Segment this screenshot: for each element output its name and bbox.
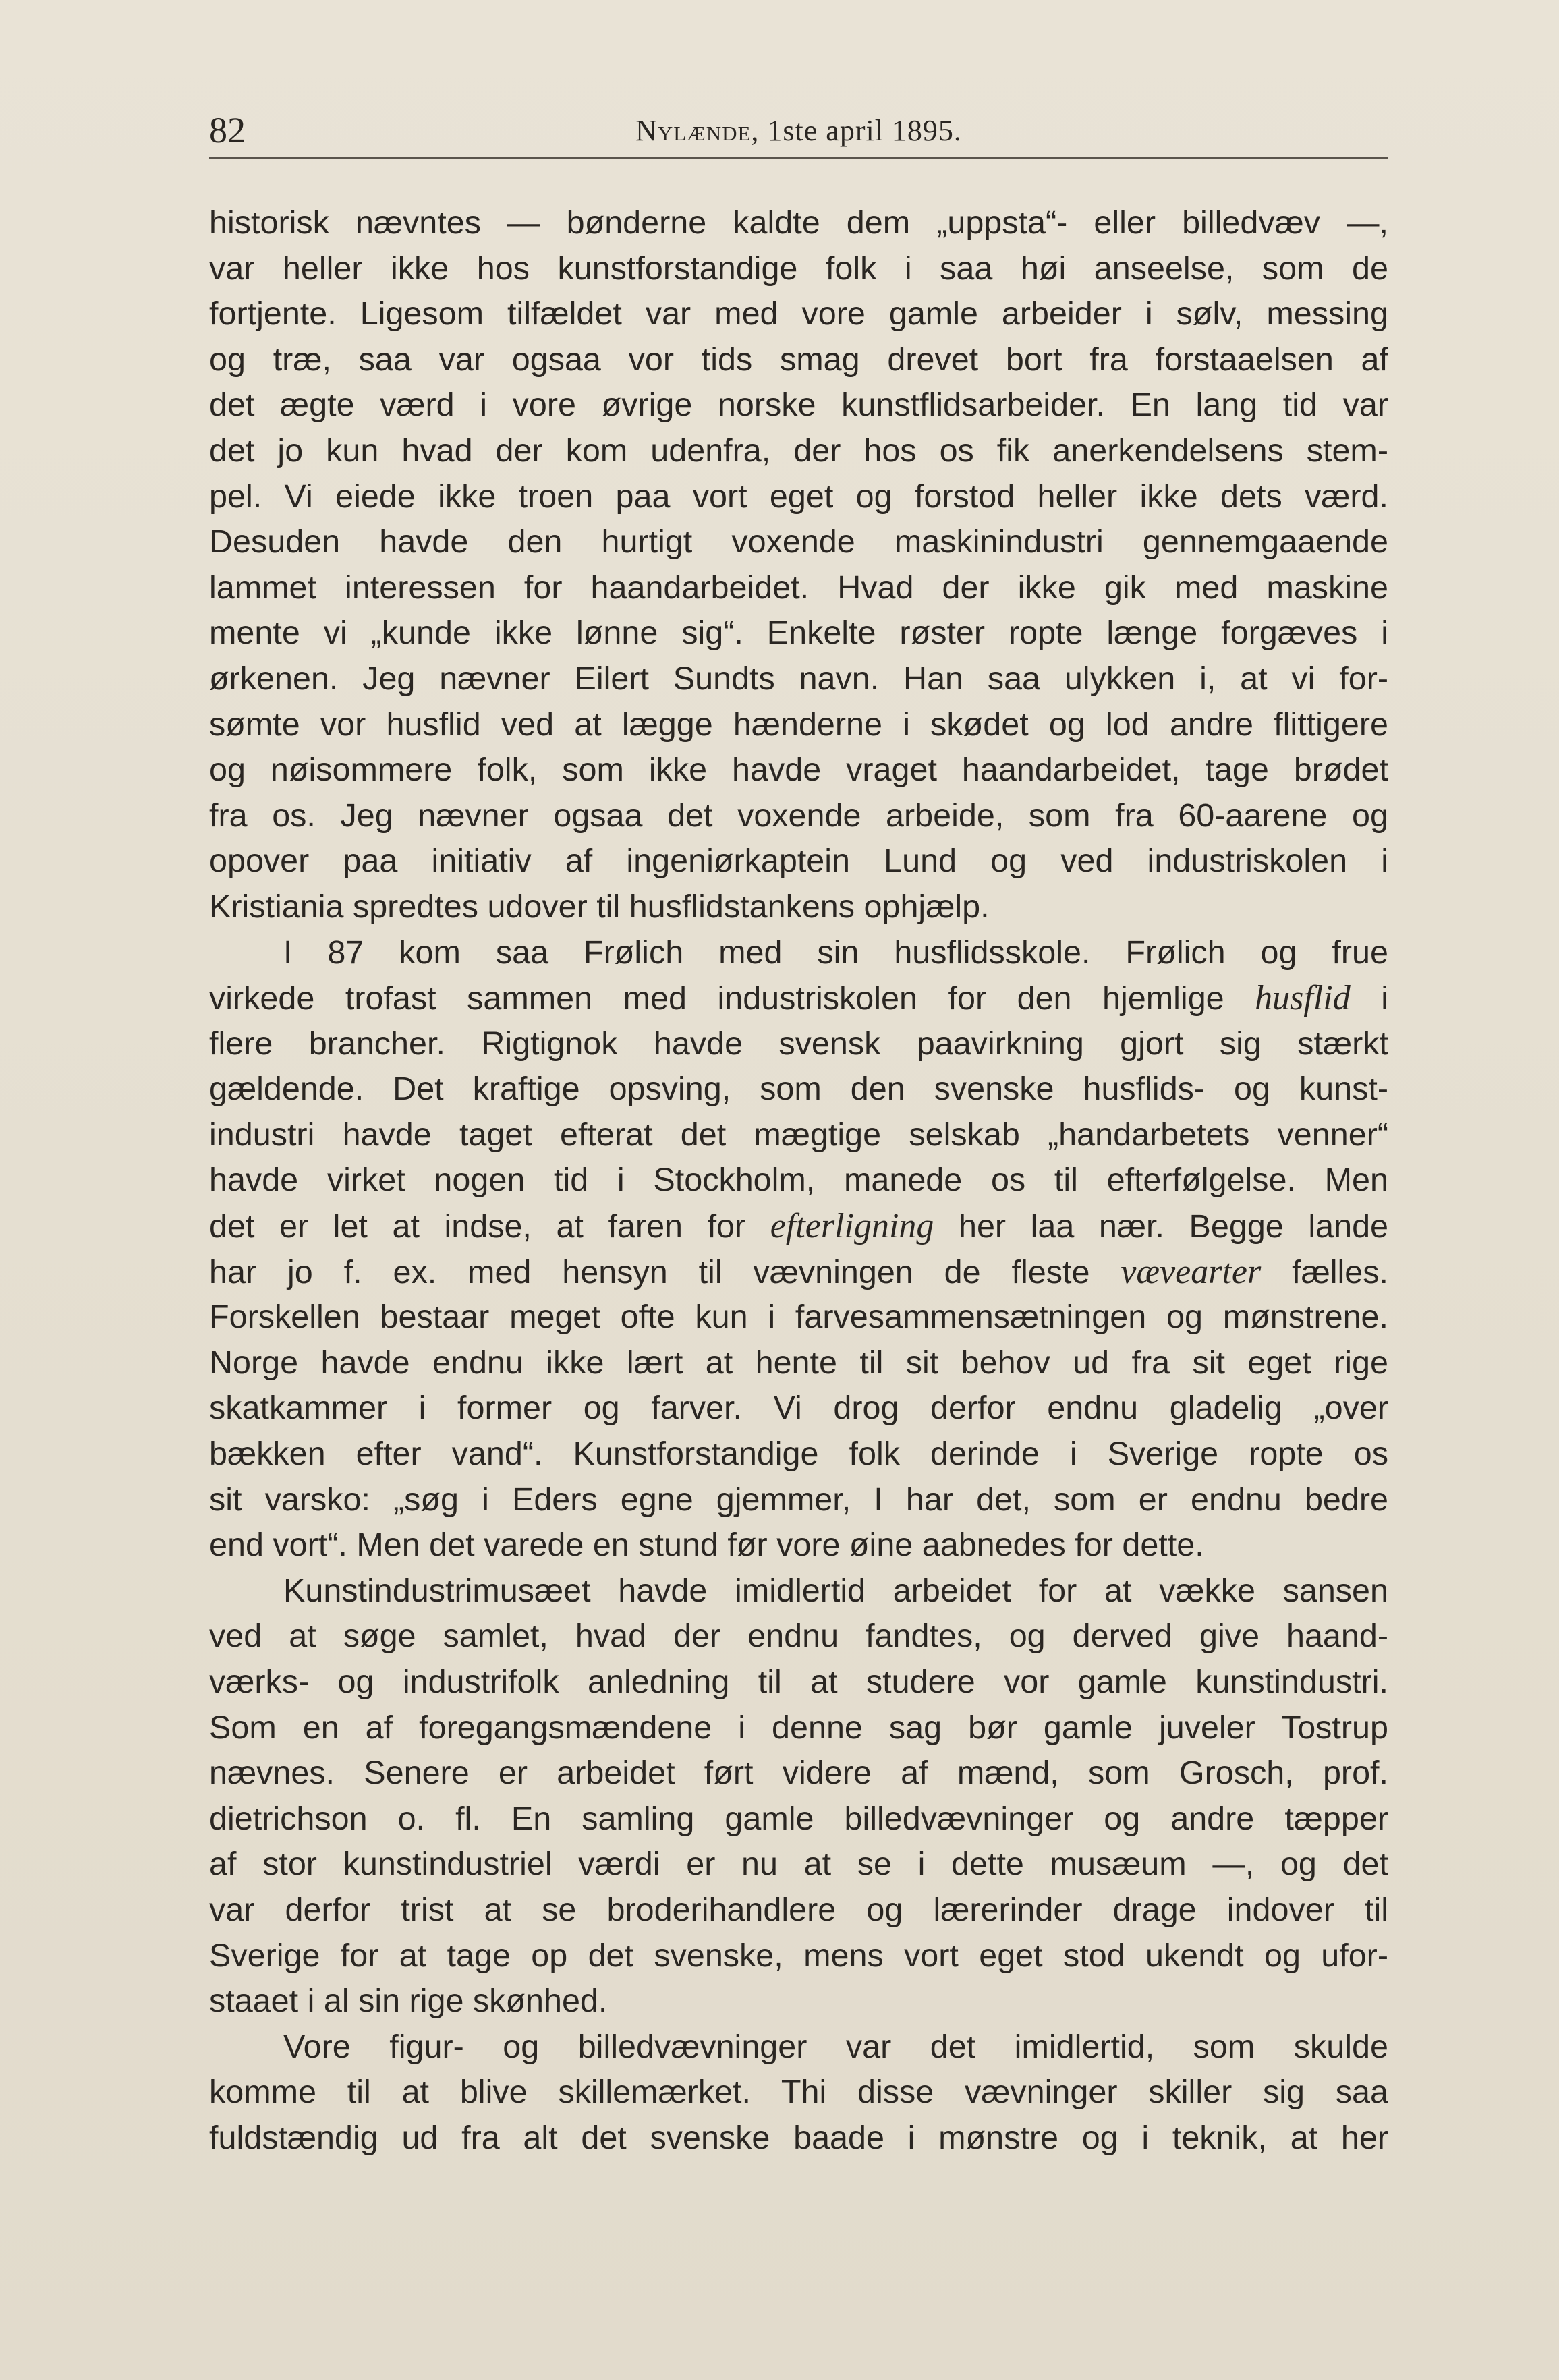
- text-run: fælles.: [1261, 1253, 1388, 1291]
- text-run: ved at søge samlet, hvad der endnu fandtes, og derved give haand-: [209, 1618, 1388, 1655]
- text-line: [209, 1705, 1388, 1751]
- text-line: [209, 1432, 1388, 1477]
- text-run: historisk nævntes — bønderne kaldte dem „uppsta“- eller billedvæv —,: [209, 204, 1388, 241]
- text-line: [209, 1386, 1388, 1432]
- text-run: i: [1350, 980, 1388, 1017]
- text-run: sømte vor husflid ved at lægge hænderne i skødet og lod andre flittigere: [209, 706, 1388, 743]
- text-line: [209, 656, 1388, 702]
- text-line: [209, 1751, 1388, 1796]
- text-run: lammet interessen for haandarbeidet. Hvad der ikke gik med maskine: [209, 569, 1388, 606]
- text-run: ørkenen. Jeg nævner Eilert Sundts navn. Han saa ulykken i, at vi for-: [209, 660, 1388, 697]
- text-line: [209, 1067, 1388, 1112]
- text-run: pel. Vi eiede ikke troen paa vort eget og forstod heller ikke dets værd.: [209, 478, 1388, 515]
- text-run: af stor kunstindustriel værdi er nu at se i dette musæum —, og det: [209, 1846, 1388, 1883]
- text-run: dietrichson o. fl. En samling gamle billedvævninger og andre tæpper: [209, 1800, 1388, 1837]
- text-run: Sverige for at tage op det svenske, mens vort eget stod ukendt og ufor-: [209, 1937, 1388, 1974]
- text-line: [209, 1888, 1388, 1933]
- text-line: [209, 337, 1388, 383]
- text-run: og nøisommere folk, som ikke havde vraget haandarbeidet, tage brødet: [209, 752, 1388, 789]
- text-run: her laa nær. Begge lande: [934, 1208, 1388, 1245]
- text-run: Som en af foregangsmændene i denne sag bør gamle juveler Tostrup: [209, 1709, 1388, 1746]
- text-line: [209, 884, 1388, 930]
- text-line: [209, 1660, 1388, 1705]
- text-line: [209, 2116, 1388, 2161]
- text-run: gældende. Det kraftige opsving, som den svenske husflids- og kunst-: [209, 1071, 1388, 1108]
- text-line: [209, 747, 1388, 793]
- text-run: værks- og industrifolk anledning til at studere vor gamle kunstindustri.: [209, 1664, 1388, 1700]
- text-run: skatkammer i former og farver. Vi drog derfor endnu gladelig „over: [209, 1390, 1388, 1427]
- text-line: [209, 2024, 1388, 2070]
- text-line: [209, 428, 1388, 474]
- text-run: komme til at blive skillemærket. Thi disse vævninger skiller sig saa: [209, 2074, 1388, 2111]
- text-run: nævnes. Senere er arbeidet ført videre af mænd, som Grosch, prof.: [209, 1755, 1388, 1792]
- text-line: [209, 839, 1388, 884]
- text-run: mente vi „kunde ikke lønne sig“. Enkelte røster ropte længe forgæves i: [209, 615, 1388, 652]
- issue-date: 1ste april 1895.: [767, 114, 962, 147]
- text-run: staaet i al sin rige skønhed.: [209, 1983, 608, 2020]
- text-line: [209, 1249, 1388, 1295]
- text-run: det ægte værd i vore øvrige norske kunstflidsarbeider. En lang tid var: [209, 387, 1388, 424]
- text-line: [209, 1523, 1388, 1568]
- text-line: [209, 1295, 1388, 1340]
- text-line: [209, 1203, 1388, 1249]
- text-line: [209, 1568, 1388, 1614]
- text-line: [209, 1112, 1388, 1158]
- text-run: Kunstindustrimusæet havde imidlertid arbeidet for at vække sansen: [283, 1572, 1388, 1609]
- text-line: [209, 246, 1388, 292]
- text-run: Norge havde endnu ikke lært at hente til sit behov ud fra sit eget rige: [209, 1344, 1388, 1381]
- italic-word: efterligning: [770, 1207, 934, 1246]
- text-line: [209, 975, 1388, 1021]
- text-run: Vore figur- og billedvævninger var det imidlertid, som skulde: [283, 2028, 1388, 2065]
- text-line: [209, 930, 1388, 976]
- italic-word: vævearter: [1121, 1252, 1262, 1291]
- text-run: fortjente. Ligesom tilfældet var med vore gamle arbeider i sølv, messing: [209, 295, 1388, 333]
- text-line: [209, 1842, 1388, 1888]
- text-run: bækken efter vand“. Kunstforstandige folk derinde i Sverige ropte os: [209, 1436, 1388, 1473]
- text-run: var heller ikke hos kunstforstandige folk i saa høi anseelse, som de: [209, 250, 1388, 287]
- article-body: [209, 200, 1388, 2161]
- text-run: sit varsko: „søg i Eders egne gjemmer, I har det, som er endnu bedre: [209, 1481, 1388, 1518]
- text-run: end vort“. Men det varede en stund før vore øine aabnedes for dette.: [209, 1527, 1204, 1564]
- page-number: 82: [209, 110, 246, 150]
- text-run: havde virket nogen tid i Stockholm, manede os til efterfølgelse. Men: [209, 1162, 1388, 1199]
- text-line: [209, 702, 1388, 748]
- text-run: var derfor trist at se broderihandlere og lærerinder drage indover til: [209, 1891, 1388, 1928]
- text-line: [209, 1158, 1388, 1203]
- text-run: opover paa initiativ af ingeniørkaptein Lund og ved industriskolen i: [209, 843, 1388, 880]
- journal-title: Nylænde,: [635, 114, 760, 147]
- text-line: [209, 291, 1388, 337]
- text-line: [209, 2070, 1388, 2116]
- text-run: Forskellen bestaar meget ofte kun i farvesammensætningen og mønstrene.: [209, 1299, 1388, 1336]
- text-line: [209, 1979, 1388, 2024]
- text-run: det jo kun hvad der kom udenfra, der hos os fik anerkendelsens stem-: [209, 432, 1388, 469]
- text-line: [209, 519, 1388, 565]
- text-line: [209, 793, 1388, 839]
- text-run: virkede trofast sammen med industriskolen for den hjemlige: [209, 980, 1255, 1017]
- text-run: I 87 kom saa Frølich med sin husflidsskole. Frølich og frue: [283, 934, 1388, 971]
- text-line: [209, 382, 1388, 428]
- text-run: flere brancher. Rigtignok havde svensk paavirkning gjort sig stærkt: [209, 1025, 1388, 1062]
- text-line: [209, 1614, 1388, 1660]
- text-line: [209, 1796, 1388, 1842]
- text-run: det er let at indse, at faren for: [209, 1208, 770, 1245]
- text-run: har jo f. ex. med hensyn til vævningen de fleste: [209, 1253, 1121, 1291]
- text-run: Kristiania spredtes udover til husflidstankens ophjælp.: [209, 888, 990, 925]
- running-head: [209, 113, 1388, 148]
- text-line: [209, 1477, 1388, 1523]
- text-run: fuldstændig ud fra alt det svenske baade i mønstre og i teknik, at her: [209, 2119, 1388, 2156]
- text-line: [209, 1340, 1388, 1386]
- text-run: fra os. Jeg nævner ogsaa det voxende arbeide, som fra 60-aarene og: [209, 797, 1388, 834]
- text-line: [209, 565, 1388, 611]
- text-line: [209, 200, 1388, 246]
- text-line: [209, 611, 1388, 656]
- text-run: industri havde taget efterat det mægtige selskab „handarbetets venner“: [209, 1116, 1388, 1153]
- text-line: [209, 474, 1388, 520]
- page-header: [209, 101, 1388, 159]
- text-line: [209, 1021, 1388, 1067]
- text-line: [209, 1933, 1388, 1979]
- text-run: Desuden havde den hurtigt voxende maskinindustri gennemgaaende: [209, 523, 1388, 561]
- italic-word: husflid: [1255, 979, 1351, 1018]
- text-run: og træ, saa var ogsaa vor tids smag drevet bort fra forstaaelsen af: [209, 341, 1388, 378]
